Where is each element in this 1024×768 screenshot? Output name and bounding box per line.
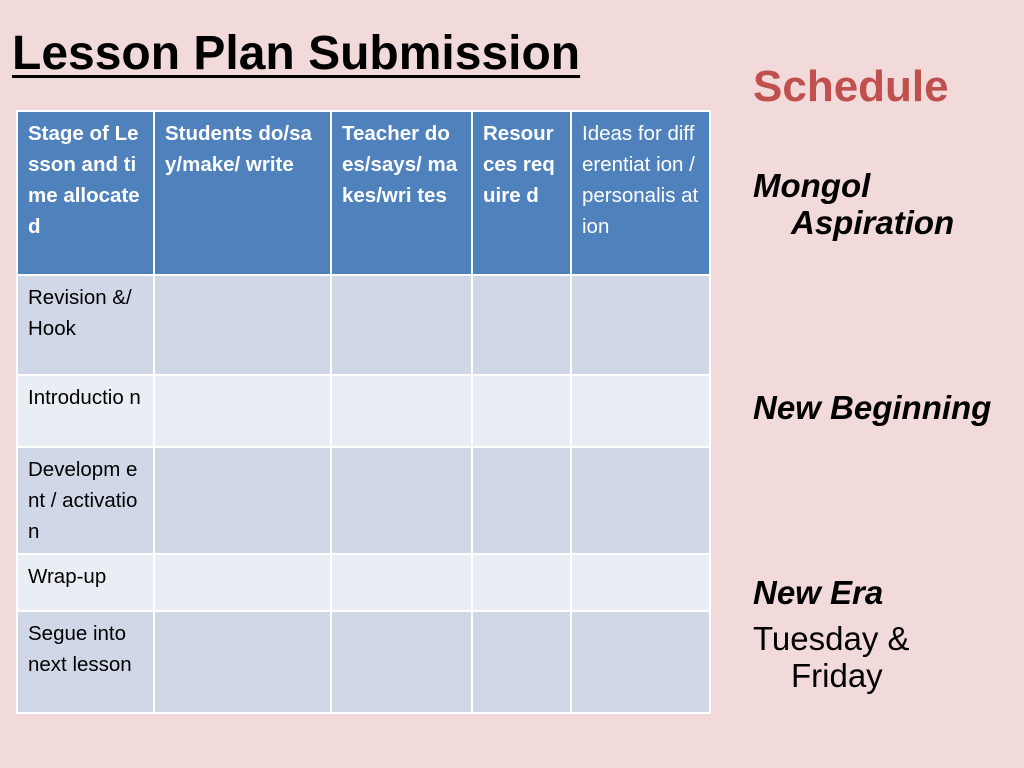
- table-cell: [472, 275, 571, 375]
- schedule-item-days: [753, 620, 910, 694]
- schedule-item-line: Friday: [791, 657, 883, 694]
- slide-title: Lesson Plan Submission: [12, 27, 581, 80]
- stage-cell: Introductio n: [17, 375, 154, 447]
- table-cell: [571, 275, 710, 375]
- table-cell: [472, 554, 571, 611]
- lesson-plan-table: [16, 110, 711, 714]
- stage-cell: Developm ent / activation: [17, 447, 154, 554]
- table-cell: [472, 375, 571, 447]
- stage-cell: Segue into next lesson: [17, 611, 154, 713]
- stage-cell: Revision &/ Hook: [17, 275, 154, 375]
- table-cell: [472, 447, 571, 554]
- stage-cell: Wrap-up: [17, 554, 154, 611]
- header-stage: Stage of Lesson and time allocated: [17, 111, 154, 275]
- table-cell: [571, 375, 710, 447]
- table-cell: [154, 611, 331, 713]
- table-cell: [154, 554, 331, 611]
- table-cell: [331, 375, 472, 447]
- table-row: [17, 611, 710, 713]
- schedule-item-new-era: New Era: [753, 574, 884, 611]
- schedule-item-mongol-aspiration: [753, 167, 954, 241]
- table-cell: [331, 611, 472, 713]
- schedule-item-line: Tuesday &: [753, 620, 910, 657]
- table-cell: [154, 447, 331, 554]
- header-teacher: Teacher does/says/ makes/wri tes: [331, 111, 472, 275]
- table-row: [17, 375, 710, 447]
- table-cell: [331, 447, 472, 554]
- table-cell: [331, 275, 472, 375]
- table-cell: [472, 611, 571, 713]
- table-cell: [154, 375, 331, 447]
- table-cell: [331, 554, 472, 611]
- table-row: [17, 554, 710, 611]
- table-cell: [571, 447, 710, 554]
- table-cell: [571, 611, 710, 713]
- header-resources: Resour ces require d: [472, 111, 571, 275]
- schedule-title: Schedule: [753, 62, 949, 111]
- table-cell: [154, 275, 331, 375]
- table-row: [17, 275, 710, 375]
- schedule-item-new-beginning: New Beginning: [753, 389, 992, 426]
- table-cell: [571, 554, 710, 611]
- header-students: Students do/say/make/ write: [154, 111, 331, 275]
- table-header-row: [17, 111, 710, 275]
- schedule-item-line: Mongol: [753, 167, 871, 204]
- table-row: [17, 447, 710, 554]
- schedule-item-line: Aspiration: [791, 204, 955, 241]
- header-ideas: Ideas for differentiat ion / personalis ation: [571, 111, 710, 275]
